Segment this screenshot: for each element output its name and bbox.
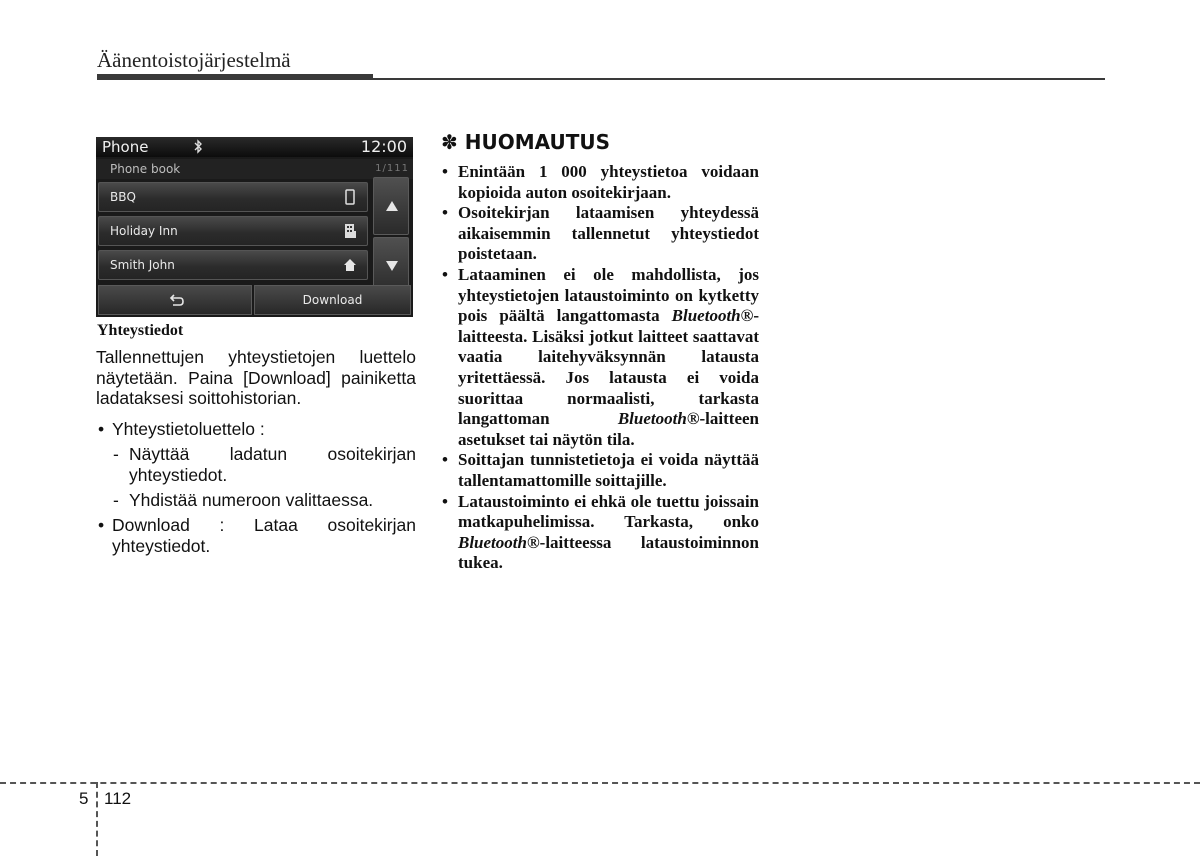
arrow-down-icon <box>385 260 399 272</box>
body-paragraph: Tallennettujen yhteystietojen luettelo näytetään. Paina [Download] painiketta ladataksesi soittohistorian. <box>96 347 416 408</box>
status-bar <box>96 137 413 157</box>
header-rule-thick <box>97 74 373 80</box>
note-item: • Soittajan tunnistetietoja ei voida näyttää tallentamattomille soittajille. <box>442 450 759 490</box>
note-item: • Lataaminen ei ole mahdollista, jos yhteystietojen lataustoiminto on kytketty pois päältä langattomasta Bluetooth®-laitteesta. Lisäksi jotkut laitteet saattavat vaatia laitehyväksynnän latausta yritettäessä. Jos latausta ei voida suorittaa normaalisti, tarkasta langattoman Bluetooth®-laitteen asetukset tai näytön tila. <box>442 264 759 449</box>
header-rule-thin <box>373 78 1105 80</box>
phone-app-title: Phone <box>102 138 149 156</box>
mobile-phone-icon <box>343 189 357 205</box>
feature-list <box>96 419 416 557</box>
phone-book-label: Phone book <box>110 162 181 176</box>
contact-name: Holiday Inn <box>110 224 178 238</box>
note-heading: ✽ HUOMAUTUS <box>441 130 610 154</box>
list-item: • Download : Lataa osoitekirjan yhteystiedot. <box>98 515 416 556</box>
figure-caption: Yhteystiedot <box>97 322 184 339</box>
list-item: • Yhteystietoluettelo : <box>98 419 265 439</box>
contact-row-holiday-inn[interactable] <box>98 216 368 246</box>
clock-time: 12:00 <box>360 137 407 156</box>
contact-row-bbq[interactable] <box>98 182 368 212</box>
page-header-title: Äänentoistojärjestelmä <box>97 48 291 72</box>
office-building-icon <box>343 223 357 239</box>
home-icon <box>343 257 357 273</box>
note-list <box>441 162 759 574</box>
back-arrow-icon <box>169 293 185 307</box>
bluetooth-icon <box>193 139 203 154</box>
arrow-up-icon <box>385 200 399 212</box>
scroll-up-button[interactable] <box>373 177 409 235</box>
download-button[interactable] <box>254 285 411 315</box>
note-item: • Osoitekirjan lataamisen yhteydessä aikaisemmin tallennetut yhteystiedot poistetaan. <box>442 203 759 264</box>
list-header <box>96 159 413 179</box>
list-subitem: - Näyttää ladatun osoitekirjan yhteystiedot. <box>113 444 416 485</box>
page-number: 112 <box>104 789 132 808</box>
chapter-number: 5 <box>79 789 89 808</box>
list-subitem: - Yhdistää numeroon valittaessa. <box>113 490 374 510</box>
phone-screen-illustration <box>96 137 413 317</box>
back-button[interactable] <box>98 285 252 315</box>
note-item: • Enintään 1 000 yhteystietoa voidaan kopioida auton osoitekirjaan. <box>442 162 759 202</box>
footer-dashed-divider <box>96 782 98 856</box>
contact-name: BBQ <box>110 190 136 204</box>
list-counter: 1/111 <box>375 163 409 174</box>
contact-row-smith-john[interactable] <box>98 250 368 280</box>
note-item: • Lataustoiminto ei ehkä ole tuettu joissain matkapuhelimissa. Tarkasta, onko Bluetooth®-laitteessa lataustoiminnon tukea. <box>442 491 759 573</box>
footer-dashed-rule <box>0 782 1200 784</box>
contact-name: Smith John <box>110 258 175 272</box>
download-button-label: Download <box>302 293 363 307</box>
